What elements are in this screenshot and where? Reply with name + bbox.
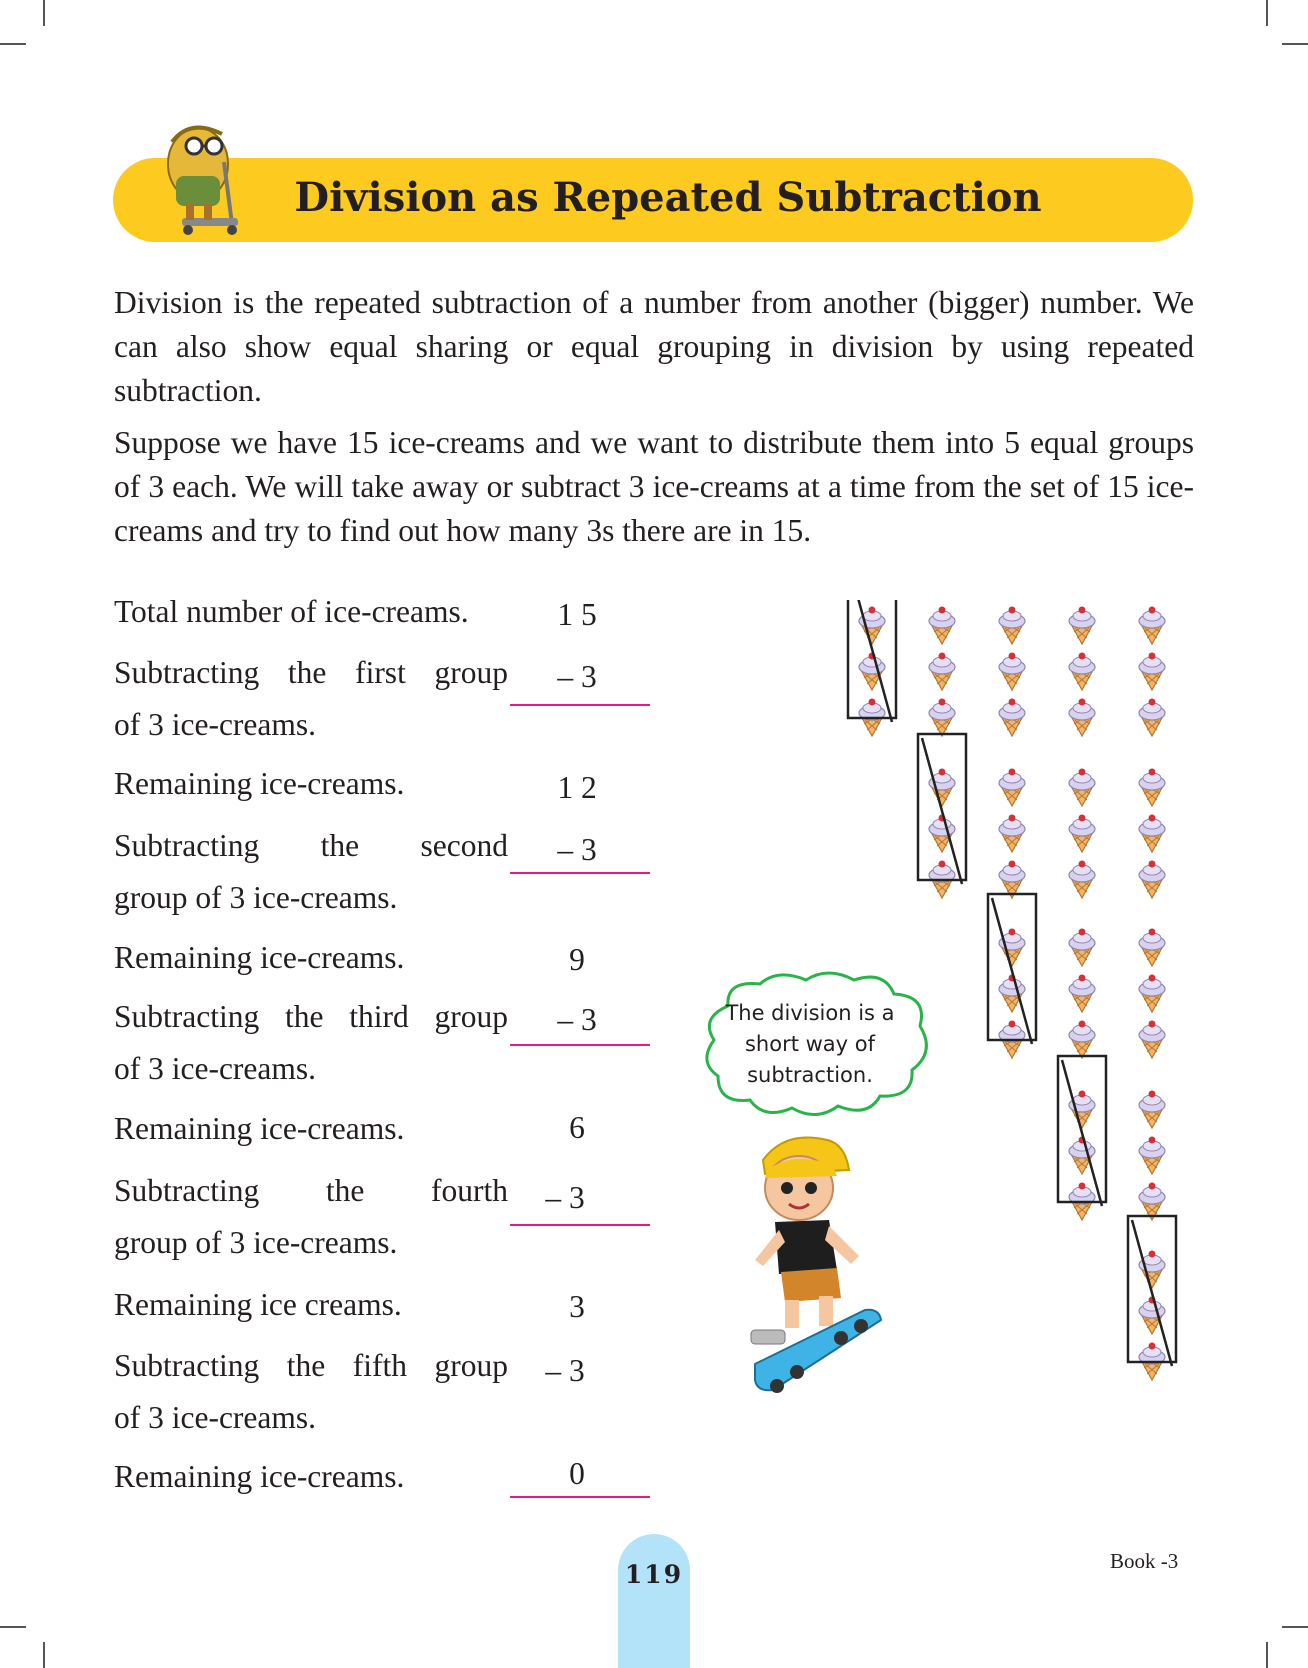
step-label: Remaining ice-creams.	[114, 940, 405, 975]
intro-paragraph-2: Suppose we have 15 ice-creams and we want to distribute them into 5 equal groups of 3 each. We will take away or subtract 3 ice-creams at a time from the set of 15 ice-creams and try to find out how many 3s there are in 15.	[114, 425, 1194, 548]
subtraction-rule	[510, 1496, 650, 1498]
ice-cream-icon	[1069, 929, 1095, 967]
crop-mark	[1282, 1626, 1308, 1628]
step-value: 3	[569, 1289, 585, 1324]
subtraction-rule	[510, 704, 650, 706]
ice-cream-icon	[1069, 975, 1095, 1013]
step-label	[114, 820, 508, 924]
ice-cream-icon	[1069, 607, 1095, 645]
step-label	[114, 991, 508, 1095]
step-label-line: Subtracting the second	[114, 828, 508, 863]
step-value: – 3	[545, 1180, 585, 1215]
boy-skateboarder-illustration	[745, 1130, 895, 1400]
step-value: – 3	[557, 1002, 597, 1037]
ice-cream-icon	[1139, 1137, 1165, 1175]
step-label-line: of 3 ice-creams.	[114, 1051, 317, 1086]
ice-cream-icon	[1069, 699, 1095, 737]
ice-cream-icon	[1139, 653, 1165, 691]
ice-cream-icon	[1139, 929, 1165, 967]
ice-cream-icon	[1069, 769, 1095, 807]
ice-cream-icon	[929, 607, 955, 645]
ice-cream-icon	[1139, 769, 1165, 807]
subtraction-rule	[510, 872, 650, 874]
step-label: Remaining ice-creams.	[114, 1459, 405, 1494]
ice-cream-icon	[999, 607, 1025, 645]
ice-cream-icon	[1139, 699, 1165, 737]
step-label	[114, 1165, 508, 1269]
page-number: 119	[624, 1560, 684, 1589]
ice-cream-icon	[1139, 861, 1165, 899]
ice-cream-icon	[1069, 815, 1095, 853]
step-label: Total number of ice-creams.	[114, 594, 469, 629]
subtraction-rule	[510, 1224, 650, 1226]
ice-cream-icon	[999, 861, 1025, 899]
step-label-line: of 3 ice-creams.	[114, 1400, 317, 1435]
step-label: Remaining ice-creams.	[114, 1111, 405, 1146]
ice-cream-icon	[1139, 815, 1165, 853]
crop-mark	[0, 43, 26, 45]
crop-mark	[43, 1642, 45, 1668]
crop-mark	[1282, 43, 1308, 45]
ice-cream-icon	[1069, 1021, 1095, 1059]
crop-mark	[0, 1626, 26, 1628]
ice-cream-icon	[929, 653, 955, 691]
step-label-line: of 3 ice-creams.	[114, 707, 317, 742]
step-label: Remaining ice creams.	[114, 1287, 402, 1322]
step-value: 1 2	[557, 770, 597, 805]
ice-cream-icon	[1139, 1091, 1165, 1129]
ice-cream-icon	[999, 815, 1025, 853]
ice-cream-icon	[999, 769, 1025, 807]
ice-cream-icon	[1139, 975, 1165, 1013]
step-label-line: group of 3 ice-creams.	[114, 1225, 398, 1260]
ice-cream-icon	[929, 699, 955, 737]
ice-cream-icon	[1139, 1183, 1165, 1221]
page-number-tab	[618, 1534, 690, 1668]
step-value: – 3	[557, 832, 597, 867]
step-label	[114, 1340, 508, 1444]
step-value: 1 5	[557, 597, 597, 632]
ice-cream-icon	[999, 699, 1025, 737]
ice-cream-icon	[1069, 861, 1095, 899]
crop-mark	[1266, 0, 1268, 26]
step-label-line: Subtracting the fifth group	[114, 1348, 508, 1383]
mascot-illustration	[150, 112, 246, 238]
ice-cream-icon	[999, 653, 1025, 691]
step-value: – 3	[545, 1353, 585, 1388]
crop-mark	[1266, 1642, 1268, 1668]
step-label-line: Subtracting the fourth	[114, 1173, 508, 1208]
step-value: 9	[569, 942, 585, 977]
book-label: Book -3	[1110, 1549, 1179, 1573]
subtraction-rule	[510, 1044, 650, 1046]
intro-paragraph-1: Division is the repeated subtraction of a number from another (bigger) number. We can also show equal sharing or equal grouping in division by using repeated subtraction.	[114, 285, 1194, 408]
step-label-line: Subtracting the first group	[114, 655, 508, 690]
page-title: Division as Repeated Subtraction	[294, 174, 1042, 221]
step-value: 0	[569, 1456, 585, 1491]
step-label-line: group of 3 ice-creams.	[114, 880, 398, 915]
crop-mark	[43, 0, 45, 26]
ice-cream-icon	[1139, 607, 1165, 645]
speech-bubble-text: The division is a short way of subtraction.	[725, 1001, 895, 1087]
title-banner	[113, 158, 1193, 242]
ice-cream-icon	[1069, 653, 1095, 691]
step-label	[114, 647, 508, 751]
step-value: – 3	[557, 659, 597, 694]
step-value: 6	[569, 1110, 585, 1145]
ice-cream-icon	[1139, 1021, 1165, 1059]
step-label-line: Subtracting the third group	[114, 999, 508, 1034]
step-label: Remaining ice-creams.	[114, 766, 405, 801]
